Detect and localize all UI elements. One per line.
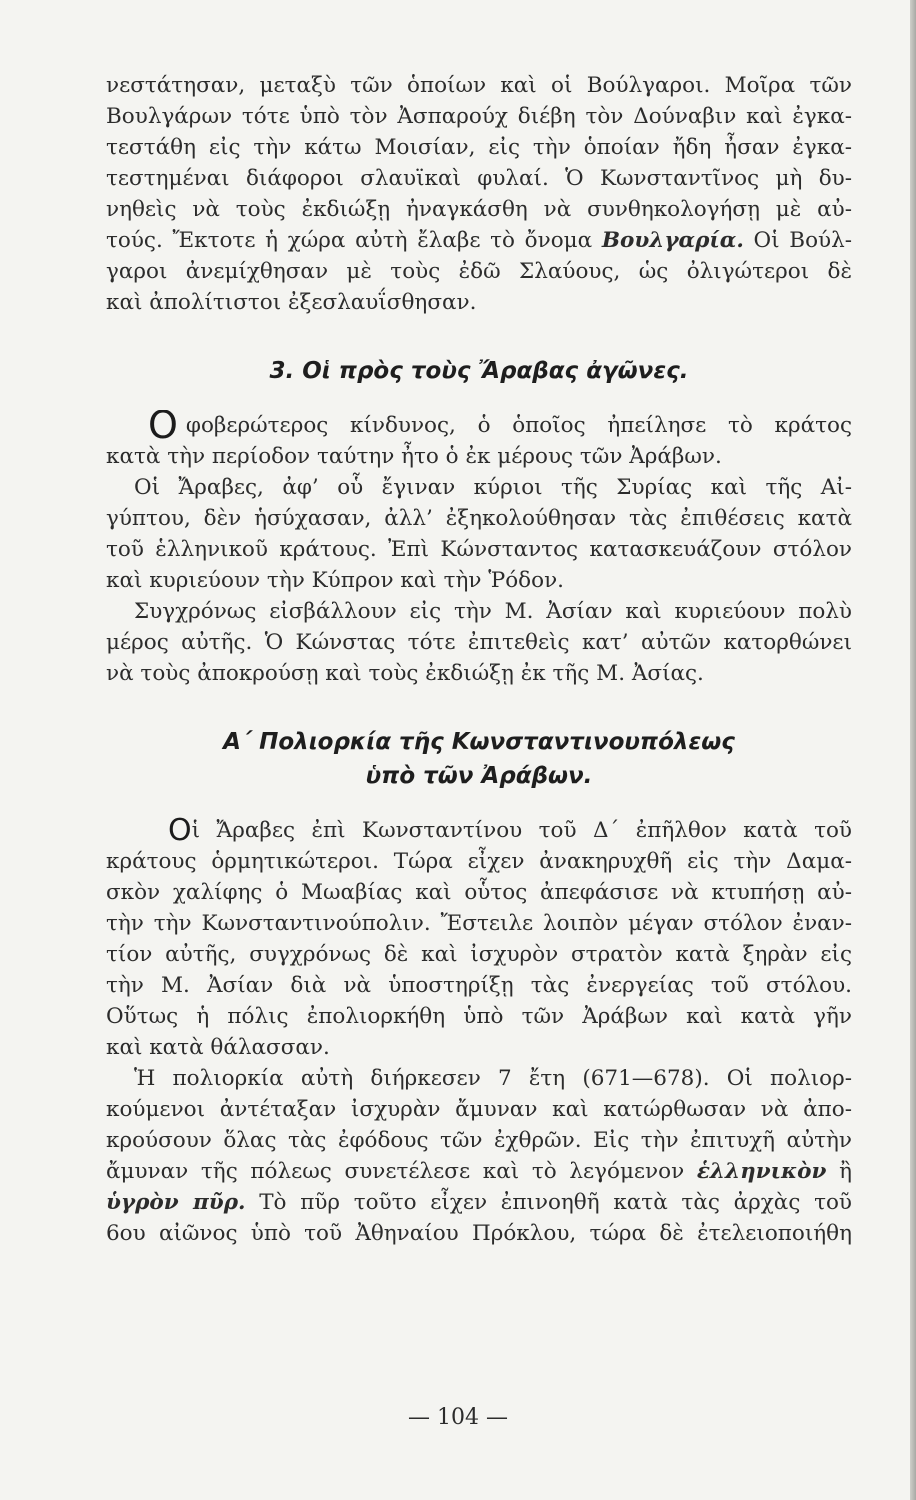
text-line [106,225,852,256]
text-line: τεστάθη εἰς τὴν κάτω Μοισίαν, εἰς τὴν ὁποίαν ἤδη ἦσαν ἐγκα- [106,135,852,160]
text-line [106,1187,852,1218]
page-edge-shadow [910,0,916,1500]
text-line: κατὰ τὴν περίοδον ταύτην ἦτο ὁ ἐκ μέρους τῶν Ἀράβων. [106,444,722,469]
text-line [106,815,852,846]
text-line: τὴν Μ. Ἀσίαν διὰ νὰ ὑποστηρίξῃ τὰς ἐνεργείας τοῦ στόλου. [106,973,852,998]
section-paragraph [106,596,852,689]
text-line: τὴν τὴν Κωνσταντινούπολιν. Ἔστειλε λοιπὸν μέγαν στόλον ἐναν- [106,911,852,936]
page-text [106,70,852,1249]
text-line: τεστημέναι διάφοροι σλαυϊκαὶ φυλαί. Ὁ Κωνσταντῖνος μὴ δυ- [106,166,852,191]
intro-paragraph [106,70,852,318]
text-segment: Οἱ Βούλ- [753,228,852,253]
text-line: νηθεὶς νὰ τοὺς ἐκδιώξῃ ἠναγκάσθη νὰ συνθηκολογήσῃ μὲ αὐ- [106,197,852,222]
text-line: Οἱ Ἄραβες, ἀφ’ οὗ ἔγιναν κύριοι τῆς Συρίας καὶ τῆς Αἰ- [134,475,852,500]
page-number: — 104 — [408,1405,508,1430]
drop-cap: Ο [168,815,192,846]
section-paragraph [106,472,852,596]
text-segment: ἱ Ἄραβες ἐπὶ Κωνσταντίνου τοῦ Δ΄ ἐπῆλθον κατὰ τοῦ [191,818,852,843]
text-segment: Τὸ πῦρ τοῦτο εἶχεν ἐπινοηθῆ κατὰ τὰς ἀρχὰς τοῦ [259,1190,852,1215]
text-line: τοῦ ἑλληνικοῦ κράτους. Ἐπὶ Κώνσταντος κατασκευάζουν στόλον [106,537,852,562]
section-paragraph [106,410,852,472]
text-line: κρούσουν ὅλας τὰς ἐφόδους τῶν ἐχθρῶν. Εἰς τὴν ἐπιτυχῆ αὐτὴν [106,1128,852,1153]
text-line: γύπτου, δὲν ἡσύχασαν, ἀλλ’ ἐξηκολούθησαν τὰς ἐπιθέσεις κατὰ [106,506,852,531]
emphasized-term: ὑγρὸν πῦρ. [106,1190,246,1215]
text-line: γαροι ἀνεμίχθησαν μὲ τοὺς ἐδῶ Σλαύους, ὡς ὀλιγώτεροι δὲ [106,259,852,284]
text-line: Οὕτως ἡ πόλις ἐπολιορκήθη ὑπὸ τῶν Ἀράβων καὶ κατὰ γῆν [106,1004,852,1029]
text-line: Ἡ πολιορκία αὐτὴ διήρκεσεν 7 ἔτη (671—678). Οἱ πολιορ- [134,1066,852,1091]
drop-cap: Ο [148,410,178,441]
section-heading: 3. Οἱ πρὸς τοὺς Ἄραβας ἀγῶνες. [269,358,689,384]
text-line [106,1156,852,1187]
text-segment: ἄμυναν τῆς πόλεως συνετέλεσε καὶ τὸ λεγόμενον [106,1159,685,1184]
text-segment: τούς. Ἔκτοτε ἡ χώρα αὐτὴ ἔλαβε τὸ ὄνομα [106,228,593,253]
text-line: σκὸν χαλίφης ὁ Μωαβίας καὶ οὗτος ἀπεφάσισε νὰ κτυπήσῃ αὐ- [106,880,852,905]
text-line: κούμενοι ἀντέταξαν ἰσχυρὰν ἄμυναν καὶ κατώρθωσαν νὰ ἀπο- [106,1097,852,1122]
text-line: μέρος αὐτῆς. Ὁ Κώνστας τότε ἐπιτεθεὶς κατ’ αὐτῶν κατορθώνει [106,630,852,655]
subsection-heading: Α΄ Πολιορκία τῆς Κωνσταντινουπόλεως [223,729,735,755]
text-line: Συγχρόνως εἰσβάλλουν εἰς τὴν Μ. Ἀσίαν καὶ κυριεύουν πολὺ [134,599,852,624]
section-paragraph [106,815,852,1063]
text-line: Βουλγάρων τότε ὑπὸ τὸν Ἀσπαρούχ διέβη τὸν Δούναβιν καὶ ἐγκα- [106,104,852,129]
text-line: κράτους ὁρμητικώτεροι. Τώρα εἶχεν ἀνακηρυχθῆ εἰς τὴν Δαμα- [106,849,852,874]
subsection-heading: ὑπὸ τῶν Ἀράβων. [365,763,593,789]
text-line: καὶ κατὰ θάλασσαν. [106,1035,330,1060]
text-line: τίον αὐτῆς, συγχρόνως δὲ καὶ ἰσχυρὸν στρατὸν κατὰ ξηρὰν εἰς [106,942,852,967]
emphasized-term: Βουλγαρία. [601,228,744,253]
text-segment: ἢ [839,1159,852,1184]
text-line: νεστάτησαν, μεταξὺ τῶν ὁποίων καὶ οἱ Βούλγαροι. Μοῖρα τῶν [106,73,852,98]
section-paragraph [106,1063,852,1249]
emphasized-term: ἑλληνικὸν [696,1159,827,1184]
text-line: 6ου αἰῶνος ὑπὸ τοῦ Ἀθηναίου Πρόκλου, τώρα δὲ ἐτελειοποιήθη [106,1221,852,1246]
text-line [106,410,852,441]
text-line: νὰ τοὺς ἀποκρούσῃ καὶ τοὺς ἐκδιώξῃ ἐκ τῆς Μ. Ἀσίας. [106,661,704,686]
text-line: καὶ κυριεύουν τὴν Κύπρον καὶ τὴν Ῥόδον. [106,568,564,593]
text-line: καὶ ἀπολίτιστοι ἐξεσλαυΐσθησαν. [106,290,477,315]
text-segment: φοβερώτερος κίνδυνος, ὁ ὁποῖος ἠπείλησε τὸ κράτος [185,413,852,438]
